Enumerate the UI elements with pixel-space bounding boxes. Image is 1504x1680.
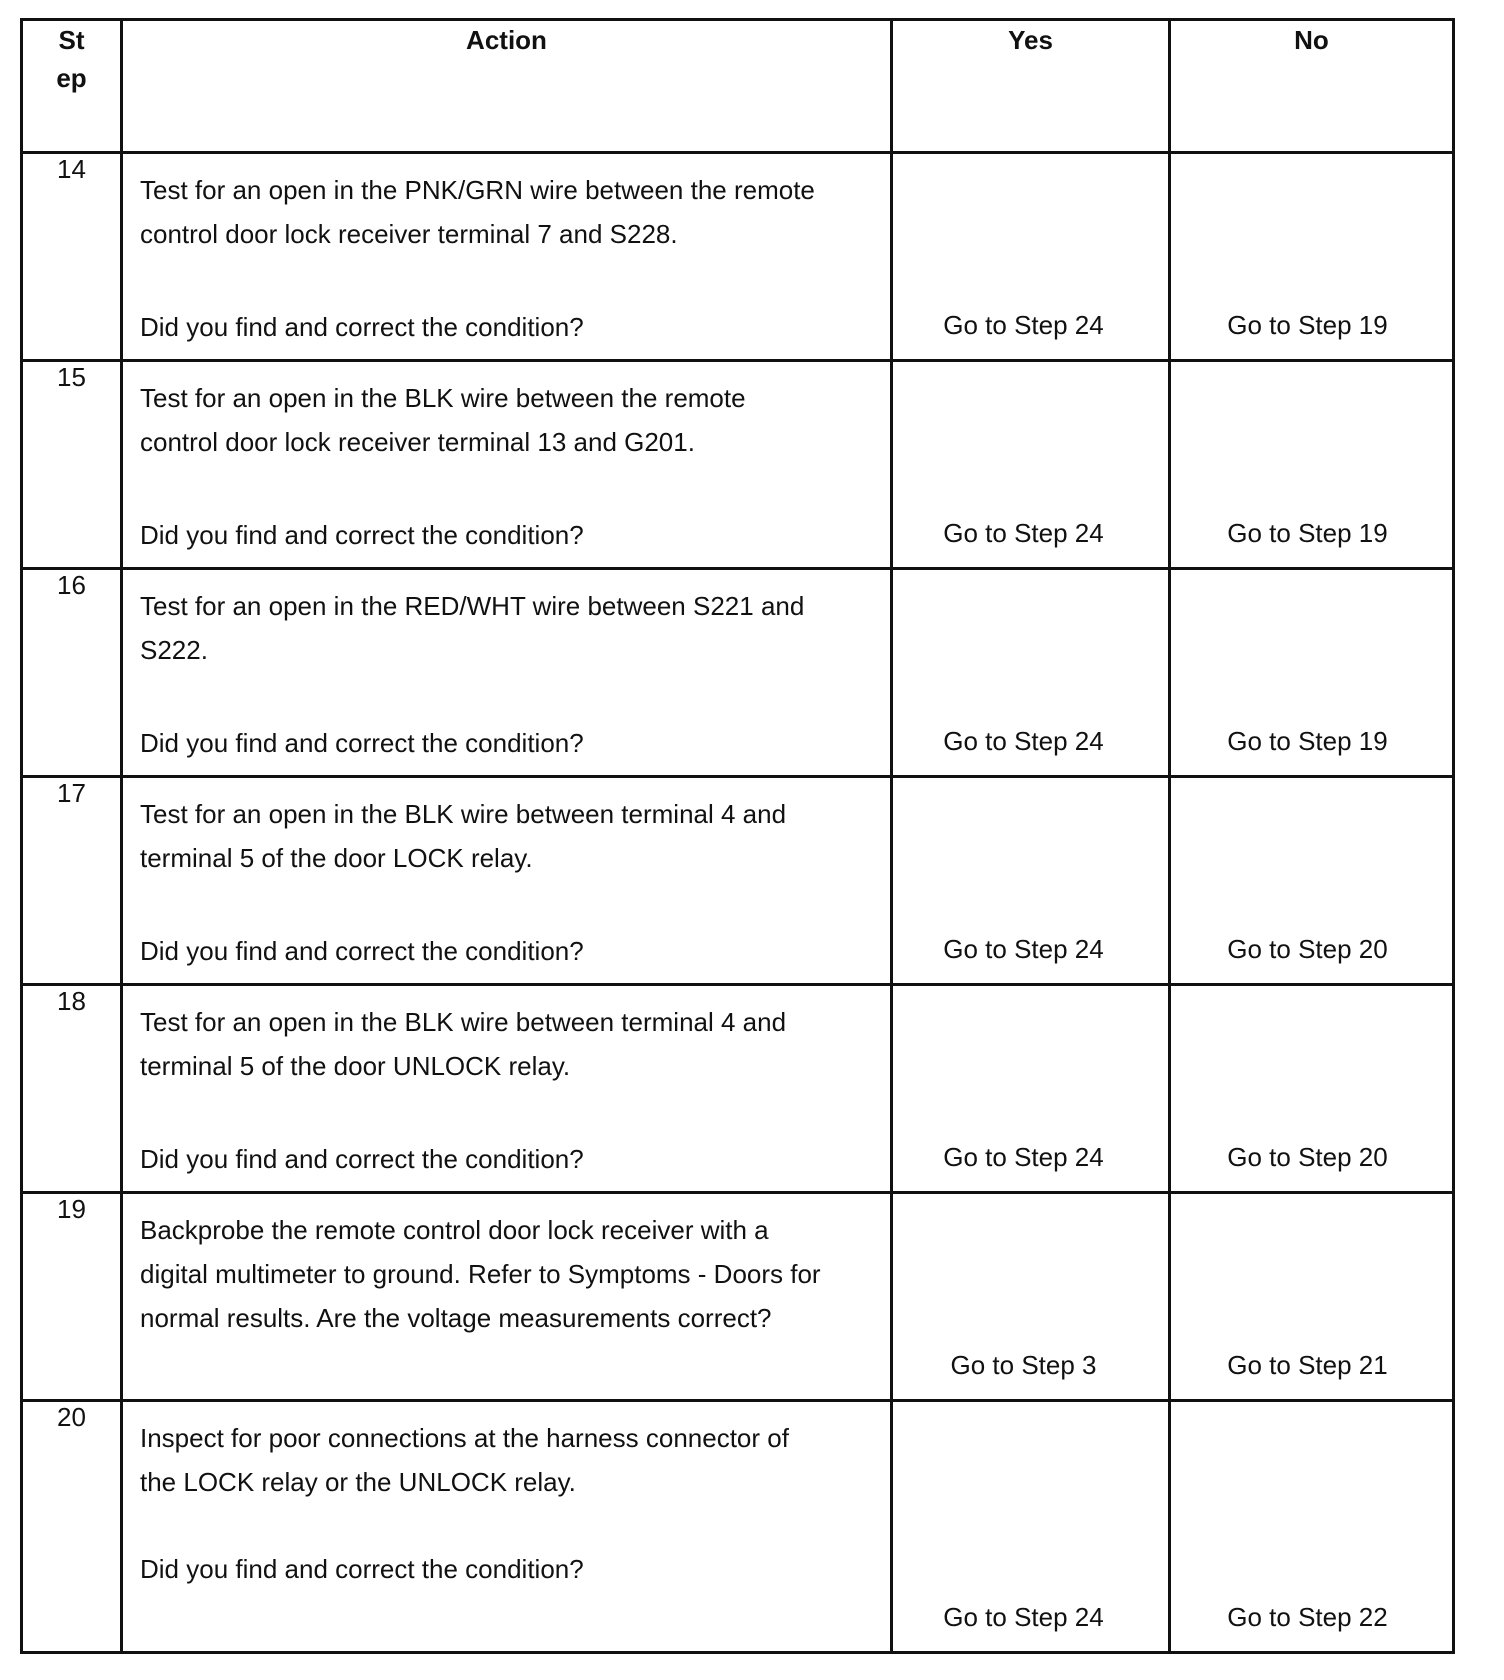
table-row [22, 1401, 1454, 1653]
table-row [22, 153, 1454, 361]
yes-result: Go to Step 24 [943, 518, 1104, 548]
table-row [22, 985, 1454, 1193]
action-question: Did you find and correct the condition? [140, 312, 584, 342]
action-question: Did you find and correct the condition? [140, 1144, 584, 1174]
yes-cell [892, 985, 1170, 1193]
step-number: 20 [22, 1401, 122, 1653]
yes-cell [892, 1401, 1170, 1653]
no-cell [1170, 985, 1454, 1193]
step-column-header [22, 20, 122, 153]
action-question: Did you find and correct the condition? [140, 520, 584, 550]
action-text: Test for an open in the BLK wire between the remote control door lock receiver terminal 13 and G201. [140, 383, 746, 457]
table-row [22, 361, 1454, 569]
step-number: 14 [22, 153, 122, 361]
action-text: Test for an open in the BLK wire between terminal 4 and terminal 5 of the door LOCK relay. [140, 799, 787, 873]
action-cell [122, 777, 892, 985]
no-result: Go to Step 20 [1227, 1142, 1388, 1172]
action-cell [122, 361, 892, 569]
step-number: 15 [22, 361, 122, 569]
table-row [22, 569, 1454, 777]
action-text: Inspect for poor connections at the harness connector of the LOCK relay or the UNLOCK relay. [140, 1423, 789, 1497]
no-cell [1170, 153, 1454, 361]
yes-result: Go to Step 24 [943, 726, 1104, 756]
step-number: 16 [22, 569, 122, 777]
action-column-header: Action [122, 20, 892, 153]
action-question: Did you find and correct the condition? [140, 728, 584, 758]
no-column-header: No [1170, 20, 1454, 153]
header-row [22, 20, 1454, 153]
no-result: Go to Step 19 [1227, 518, 1388, 548]
step-number: 17 [22, 777, 122, 985]
action-cell [122, 985, 892, 1193]
no-result: Go to Step 19 [1227, 726, 1388, 756]
step-number: 19 [22, 1193, 122, 1401]
yes-result: Go to Step 3 [950, 1350, 1097, 1380]
yes-column-header: Yes [892, 20, 1170, 153]
no-result: Go to Step 19 [1227, 310, 1388, 340]
diagnostic-steps-table [20, 18, 1455, 1654]
action-question: Did you find and correct the condition? [140, 936, 584, 966]
no-cell [1170, 777, 1454, 985]
yes-result: Go to Step 24 [943, 1602, 1104, 1632]
yes-cell [892, 361, 1170, 569]
yes-cell [892, 153, 1170, 361]
action-cell [122, 569, 892, 777]
no-result: Go to Step 21 [1227, 1350, 1388, 1380]
yes-result: Go to Step 24 [943, 310, 1104, 340]
action-text: Test for an open in the RED/WHT wire between S221 and S222. [140, 591, 805, 665]
no-cell [1170, 361, 1454, 569]
step-header-line1: St [58, 25, 85, 55]
action-text: Test for an open in the PNK/GRN wire between the remote control door lock receiver terminal 7 and S228. [140, 175, 815, 249]
yes-cell [892, 569, 1170, 777]
no-cell [1170, 569, 1454, 777]
action-cell [122, 1401, 892, 1653]
action-cell [122, 153, 892, 361]
no-result: Go to Step 22 [1227, 1602, 1388, 1632]
table-row [22, 777, 1454, 985]
yes-result: Go to Step 24 [943, 934, 1104, 964]
action-text: Backprobe the remote control door lock receiver with a digital multimeter to ground. Refer to Symptoms - Doors for normal results. Are the voltage measurements correct? [140, 1215, 821, 1333]
yes-cell [892, 777, 1170, 985]
step-header-line2: ep [56, 63, 87, 93]
table-row [22, 1193, 1454, 1401]
yes-result: Go to Step 24 [943, 1142, 1104, 1172]
no-result: Go to Step 20 [1227, 934, 1388, 964]
action-cell [122, 1193, 892, 1401]
no-cell [1170, 1193, 1454, 1401]
action-question: Did you find and correct the condition? [140, 1554, 584, 1584]
step-number: 18 [22, 985, 122, 1193]
action-text: Test for an open in the BLK wire between terminal 4 and terminal 5 of the door UNLOCK relay. [140, 1007, 787, 1081]
yes-cell [892, 1193, 1170, 1401]
no-cell [1170, 1401, 1454, 1653]
